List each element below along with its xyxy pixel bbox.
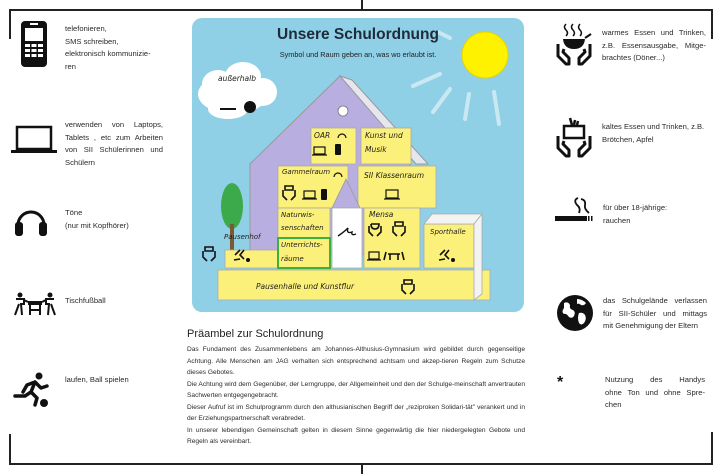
- rule-line: warmes Essen und Trinken,: [602, 28, 706, 37]
- rule-line: Töne: [65, 208, 83, 217]
- rule-line: für SII-Schüler und mittags: [603, 308, 707, 318]
- frame-bottom-center-tick: [361, 464, 363, 474]
- tree-crown: [221, 183, 243, 229]
- asterisk-icon: *: [557, 374, 564, 391]
- rule-line: telefonieren,: [65, 24, 107, 33]
- rule-text-headphones: [65, 207, 165, 232]
- room-pausenhof: [225, 250, 278, 268]
- preamble: [187, 328, 525, 448]
- rule-line: Tablets , etc zum Arbeiten: [65, 132, 163, 142]
- running-ball-icon: [13, 372, 49, 408]
- rule-text-laptop: [65, 119, 163, 169]
- rule-text-running: [65, 374, 165, 387]
- rule-text-globe: [603, 295, 707, 333]
- rule-text-phone: [65, 23, 165, 73]
- label-pausenhof: Pausenhof: [224, 233, 261, 241]
- rule-line: (nur mit Kopfhörer): [65, 220, 129, 230]
- frame-top-right-tick: [711, 9, 713, 39]
- preamble-paragraph: In unserer lebendigen Gemeinschaft gelten in diesem Sinne gegenwärtig die hier niedergelegten Gebote und Regeln als vereinbart.: [187, 426, 525, 445]
- frame-top-center-tick: [361, 0, 363, 10]
- table-football-icon: [13, 292, 57, 316]
- rule-line: ohne Ton und ohne Spre-: [605, 387, 705, 397]
- label-unterricht-1: Unterrichts-: [281, 241, 323, 249]
- rule-text-table-football: [65, 295, 165, 308]
- preamble-paragraph: Das Fundament des Zusammenlebens am Johannes-Althusius-Gymnasium wird gebildet durch gegenseitige Achtung. Alle Menschen am JAG verhalten sich entsprechend achtsam und akzep-tieren Regeln zum Schutze dieses Gebotes.: [187, 346, 525, 376]
- label-sii: SII Klassenraum: [364, 171, 425, 180]
- school-map: [188, 14, 528, 316]
- label-oar: OAR: [314, 131, 331, 140]
- rule-line: SMS schreiben,: [65, 36, 119, 46]
- page-title: Unsere Schulordnung: [277, 26, 439, 43]
- mobile-phone-icon: [20, 20, 48, 68]
- label-pausenhalle: Pausenhalle und Kunstflur: [256, 282, 355, 291]
- entrance: [332, 208, 362, 268]
- school-map-drawing: [188, 14, 528, 316]
- page-subtitle: Symbol und Raum geben an, was wo erlaubt ist.: [279, 50, 437, 59]
- cloud-globe-icon: [244, 101, 256, 113]
- rule-line: das Schulgelände verlassen: [603, 296, 707, 305]
- pausenhof-ball-icon: [246, 258, 250, 262]
- label-kunst-1: Kunst und: [365, 131, 403, 140]
- label-unterricht-2: räume: [281, 255, 304, 263]
- preamble-paragraph: Die Achtung wird dem Gegenüber, der Lerngruppe, der Allgemeinheit und den der Schulge-meinschaft anvertrauten Sachwerten entgegengebracht.: [187, 380, 525, 399]
- gammel-phone-icon: [321, 189, 327, 200]
- hot-food-hands-icon: [556, 22, 592, 66]
- rule-line: kaltes Essen und Trinken, z.B.: [602, 122, 705, 131]
- rule-text-cigarette: [603, 202, 703, 227]
- rule-line: Tischfußball: [65, 296, 106, 305]
- label-natur-1: Naturwis-: [281, 211, 315, 219]
- sporthalle-ball-icon: [451, 258, 455, 262]
- globe-icon: [555, 293, 595, 333]
- headphones-icon: [14, 205, 48, 237]
- roof-clock: [338, 106, 348, 116]
- rule-line: brachtes (Döner...): [602, 53, 665, 62]
- rule-line: Brötchen, Apfel: [602, 134, 654, 144]
- rule-line: für über 18-jährige:: [603, 203, 668, 212]
- rule-line: verwenden von Laptops,: [65, 120, 163, 129]
- rule-text-cold-food: [602, 121, 708, 146]
- frame-bottom-left-tick: [9, 434, 11, 465]
- frame-bottom-right-tick: [711, 432, 713, 465]
- rule-text-hot-food: [602, 27, 706, 65]
- rule-line: laufen, Ball spielen: [65, 375, 129, 384]
- label-natur-2: senschaften: [281, 224, 324, 232]
- laptop-icon: [10, 125, 58, 155]
- cloud-cigarette-icon: [220, 108, 236, 110]
- preamble-title: Präambel zur Schulordnung: [187, 328, 324, 340]
- rule-line: von SII Schülerinnen und: [65, 145, 163, 154]
- rule-line: ren: [65, 61, 76, 71]
- preamble-paragraph: Dieser Aufruf ist im Schulprogramm durch den althusianischen Begriff der „reziproken Solidari-tät" verankert und in der Erziehungspartnerschaft verabredet.: [187, 403, 525, 422]
- cigarette-icon: [554, 195, 594, 225]
- rule-line: elektronisch kommunizie-: [65, 49, 151, 58]
- rule-text-asterisk: [605, 374, 705, 412]
- label-gammel: Gammelraum: [282, 168, 331, 176]
- oar-phone-icon: [335, 144, 341, 155]
- cloud-label: außerhalb: [218, 74, 256, 83]
- cold-food-hands-icon: [556, 116, 592, 158]
- rule-line: rauchen: [603, 215, 631, 225]
- rule-line: mit Genehmigung der Eltern: [603, 321, 698, 330]
- rule-line: Schülern: [65, 157, 95, 167]
- label-mensa: Mensa: [369, 210, 394, 219]
- rule-line: Nutzung des Handys: [605, 375, 705, 384]
- label-kunst-2: Musik: [365, 145, 387, 154]
- rule-line: z.B. Essensausgabe, Mitge-: [602, 40, 706, 50]
- frame-top-left-tick: [9, 9, 11, 39]
- label-sporthalle: Sporthalle: [430, 228, 466, 236]
- rule-line: chen: [605, 400, 622, 409]
